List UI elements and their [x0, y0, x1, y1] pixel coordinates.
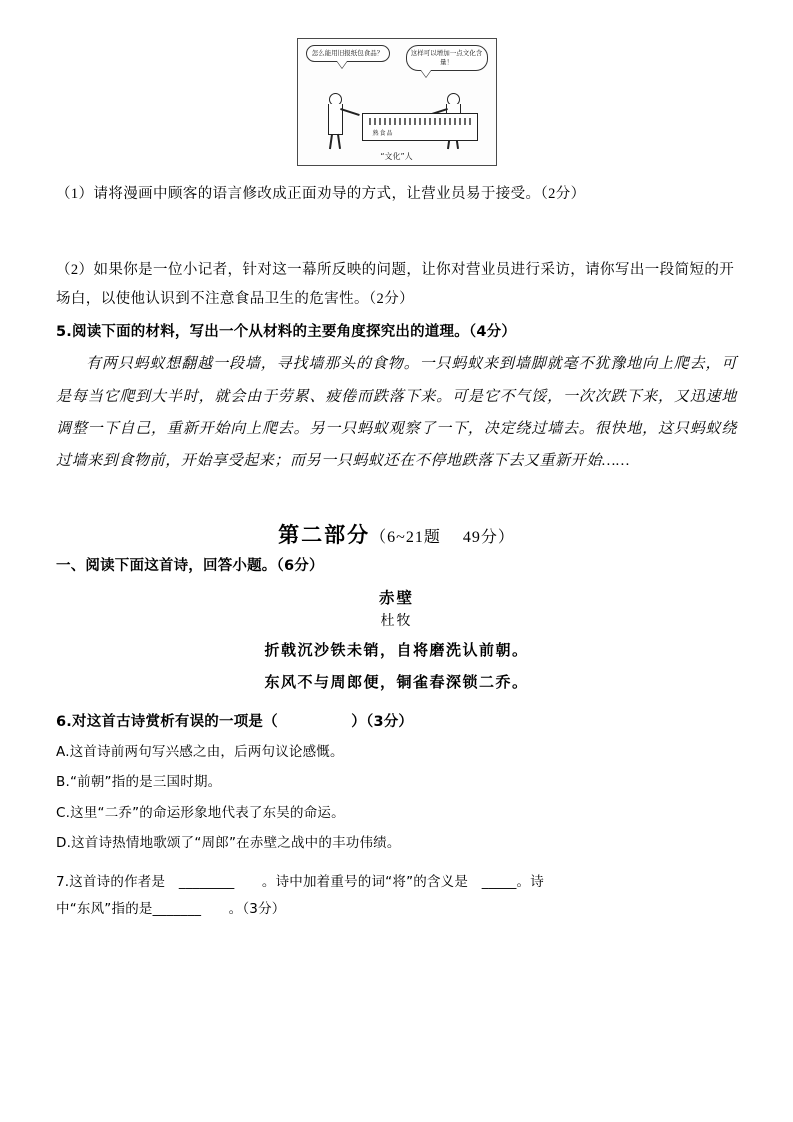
question-6-option-a: A.这首诗前两句写兴感之由，后两句议论感慨。 [56, 744, 344, 761]
question-5-material: 有两只蚂蚁想翻越一段墙，寻找墙那头的食物。一只蚂蚁来到墙脚就毫不犹豫地向上爬去，可是每当它爬到大半时，就会由于劳累、疲倦而跌落下来。可是它不气馁，一次次跌下来，又迅速地调整一下自己，重新开始向上爬去。另一只蚂蚁观察了一下，决定绕过墙去。很快地，这只蚂蚁绕过墙来到食物前，开始享受起来；而另一只蚂蚁还在不停地跌落下去又重新开始…… [56, 356, 737, 470]
part-two-title-main: 第二部分 [278, 523, 371, 548]
question-7-line-1: 7.这首诗的作者是 ________ 。诗中加着重号的词“将”的含义是 _____。诗 [56, 873, 544, 890]
customer-leg-left-icon [328, 134, 332, 149]
question-6-option-c: C.这里“二乔”的命运形象地代表了东吴的命运。 [56, 804, 345, 821]
gap-before-q7 [56, 859, 737, 869]
part-two-title-sub: （6~21题 49分） [370, 529, 515, 547]
answer-space-5 [56, 477, 737, 519]
customer-leg-right-icon [336, 134, 340, 149]
question-6-stem: 6.对这首古诗赏析有误的一项是（ ）（3分） [56, 714, 414, 731]
comic-bubble-left: 怎么能用旧报纸包食品？ [306, 45, 390, 62]
answer-space-1 [56, 214, 737, 256]
part-two-title [56, 519, 737, 553]
question-1: （1）请将漫画中顾客的语言修改成正面劝导的方式，让营业员易于接受。（2分） [56, 186, 586, 202]
question-2: （2）如果你是一位小记者，针对这一幕所反映的问题，让你对营业员进行采访，请你写出一段简短的开场白，以使他认识到不注意食品卫生的危害性。（2分） [56, 262, 735, 307]
question-6-option-b: B.“前朝”指的是三国时期。 [56, 774, 222, 791]
poem-title: 赤壁 [378, 590, 414, 608]
comic-counter [362, 113, 478, 141]
gap-before-q6 [56, 699, 737, 709]
poem-line-1: 折戟沉沙铁未销，自将磨洗认前朝。 [264, 643, 529, 660]
poem-line-2: 东风不与周郎便，铜雀春深锁二乔。 [264, 674, 529, 691]
section-one-heading: 一、阅读下面这首诗，回答小题。（6分） [56, 557, 324, 574]
poem-author: 杜牧 [380, 614, 413, 630]
question-7-line-2: 中“东风”指的是_______ 。（3分） [56, 900, 286, 917]
comic-figure [56, 38, 737, 166]
comic-counter-label: 熟食品 [372, 130, 394, 137]
question-5-heading: 5.阅读下面的材料，写出一个从材料的主要角度探究出的道理。（4分） [56, 323, 517, 340]
comic-frame [297, 38, 497, 166]
comic-bubble-right: 这样可以增加一点文化含量！ [406, 45, 488, 71]
customer-arm-icon [340, 108, 360, 116]
question-6-option-d: D.这首诗热情地歌颂了“周郎”在赤壁之战中的丰功伟绩。 [56, 835, 401, 852]
comic-caption: “文化”人 [380, 152, 413, 161]
